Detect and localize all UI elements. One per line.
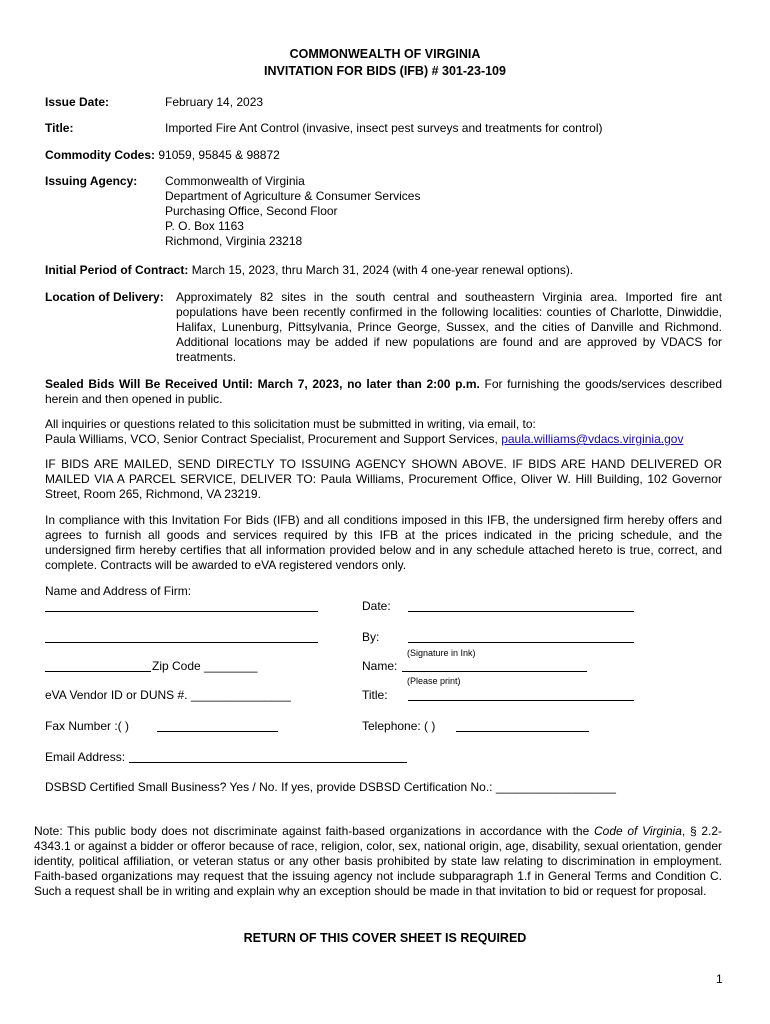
title-line[interactable]: [408, 700, 634, 701]
printed-name-line[interactable]: [402, 671, 587, 672]
please-print-note: (Please print): [407, 676, 461, 686]
inquiries-line-2: [45, 432, 735, 447]
inquiries-paragraph: [45, 417, 735, 447]
agency-address: [165, 174, 420, 249]
note-code-of-virginia: Code of Virginia: [593, 824, 682, 838]
signature-line[interactable]: [408, 642, 634, 643]
return-notice: RETURN OF THIS COVER SHEET IS REQUIRED: [243, 931, 527, 945]
title-label: Title:: [45, 121, 74, 135]
agency-line: P. O. Box 1163: [165, 219, 244, 233]
commodity-row: [45, 148, 280, 163]
firm-address-line[interactable]: [45, 642, 318, 643]
mailed-instructions: IF BIDS ARE MAILED, SEND DIRECTLY TO ISSUING AGENCY SHOWN ABOVE. IF BIDS ARE HAND DELIVERED OR MAILED VIA A PARCEL SERVICE, DELIVER TO: Paula Williams, Procurement Office, Oliver W. Hill Building, 102 Governor Street, Room 265, Richmond, VA 23219.: [45, 457, 722, 501]
period-value: March 15, 2023, thru March 31, 2024 (with 4 one-year renewal options).: [191, 263, 574, 277]
issue-date-label: Issue Date:: [45, 95, 110, 109]
commodity-value: 91059, 95845 & 98872: [158, 148, 280, 162]
title-value: Imported Fire Ant Control (invasive, insect pest surveys and treatments for control): [165, 121, 603, 135]
contact-email-link[interactable]: paula.williams@vdacs.virginia.gov: [501, 432, 684, 446]
note-text-after: , § 2.2-4343.1 or against a bidder or offeror because of race, religion, color, sex, national origin, age, disability, sexual orientation, gender identity, political affiliation, or veteran status or any other basis prohibited by state law relating to discrimination in employment. Faith-based organizations may request that the issuing agency not include subparagraph 1.f in General Terms and Condition C. Such a request shall be in writing and explain why an exception should be made in that invitation to bid or request for proposal.: [34, 824, 723, 898]
compliance-paragraph: In compliance with this Invitation For Bids (IFB) and all conditions imposed in this IFB, the undersigned firm hereby offers and agrees to furnish all goods and services required by this IFB at the prices indicated in the pricing schedule, and the undersigned firm hereby certifies that all information provided below and in any schedule attached hereto is true, correct, and complete. Contracts will be awarded to eVA registered vendors only.: [45, 513, 722, 572]
delivery-label: Location of Delivery:: [45, 290, 164, 304]
zip-code-field[interactable]: Zip Code ________: [152, 659, 258, 673]
signature-note: (Signature in Ink): [407, 648, 476, 658]
agency-line: Richmond, Virginia 23218: [165, 234, 303, 248]
sealed-bids-paragraph: [45, 377, 722, 407]
by-label: By:: [362, 630, 380, 644]
date-line[interactable]: [408, 611, 634, 612]
name-address-label: Name and Address of Firm:: [45, 584, 192, 598]
agency-line: Commonwealth of Virginia: [165, 174, 305, 188]
agency-label: Issuing Agency:: [45, 174, 138, 188]
name-label: Name:: [362, 659, 398, 673]
page-number: 1: [716, 972, 723, 986]
delivery-value: Approximately 82 sites in the south central and southeastern Virginia area. Imported fire ant populations have been recently confirmed in the following localities: counties of Charlotte, Dinwiddie, Halifax, Lunenburg, Pittsylvania, Prince George, Sussex, and the cities of Danville and Richmond. Additional locations may be added if new populations are found and are approved by VDACS for treatments.: [176, 290, 722, 364]
issue-date-value: February 14, 2023: [165, 95, 264, 109]
fax-label: Fax Number :( ): [45, 719, 130, 733]
telephone-line[interactable]: [456, 731, 589, 732]
fax-line[interactable]: [157, 731, 278, 732]
title-form-label: Title:: [362, 688, 388, 702]
eva-vendor-field[interactable]: eVA Vendor ID or DUNS #. _______________: [45, 688, 291, 702]
note-text-before: Note: This public body does not discriminate against faith-based organizations in accordance with the: [34, 824, 594, 838]
period-label: Initial Period of Contract:: [45, 263, 189, 277]
non-discrimination-note: [34, 824, 722, 899]
commodity-label: Commodity Codes:: [45, 148, 156, 162]
dsbsd-field[interactable]: DSBSD Certified Small Business? Yes / No. If yes, provide DSBSD Certification No.: __________________: [45, 780, 616, 794]
telephone-label: Telephone: ( ): [362, 719, 436, 733]
agency-line: Purchasing Office, Second Floor: [165, 204, 338, 218]
sealed-bids-rest: For furnishing the goods/services described herein and then opened in public.: [45, 377, 722, 406]
inquiries-contact: Paula Williams, VCO, Senior Contract Specialist, Procurement and Support Services,: [45, 432, 502, 446]
inquiries-line-1: All inquiries or questions related to this solicitation must be submitted in writing, via email, to:: [45, 417, 536, 431]
firm-name-line[interactable]: [45, 611, 318, 612]
period-row: [45, 263, 573, 278]
date-label: Date:: [362, 599, 391, 613]
header-line-1: COMMONWEALTH OF VIRGINIA: [289, 47, 481, 61]
header-line-2: INVITATION FOR BIDS (IFB) # 301-23-109: [264, 64, 506, 78]
agency-line: Department of Agriculture & Consumer Services: [165, 189, 421, 203]
email-label: Email Address:: [45, 750, 126, 764]
city-state-line[interactable]: [45, 671, 151, 672]
sealed-bids-deadline: Sealed Bids Will Be Received Until: March 7, 2023, no later than 2:00 p.m.: [45, 377, 480, 391]
email-line[interactable]: [129, 762, 407, 763]
